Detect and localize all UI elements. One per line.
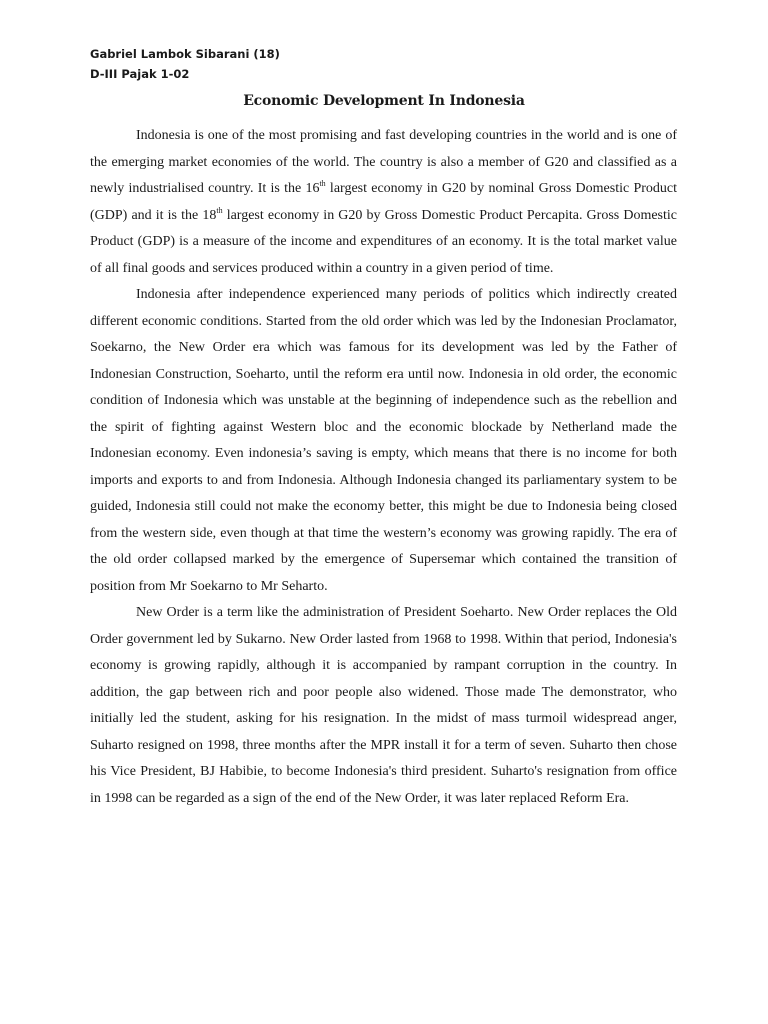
author-line: Gabriel Lambok Sibarani (18) (90, 47, 280, 61)
ordinal-suffix-16th: th (319, 179, 326, 188)
document-title: Economic Development In Indonesia (243, 93, 525, 109)
document-header (90, 44, 280, 84)
paragraph-2: Indonesia after independence experienced many periods of politics which indirectly created different economic conditions. Started from the old order which was led by the Indonesian Proclamator, Soekarno, the New Order era which was famous for its development was led by the Father of Indonesian Construction, Soeharto, until the reform era until now. Indonesia in old order, the economic condition of Indonesia which was unstable at the beginning of independence such as the rebellion and the spirit of fighting against Western bloc and the economic blockade by Netherland made the Indonesian economy. Even indonesia’s saving is empty, which means that there is no income for both imports and exports to and from Indonesia. Although Indonesia changed its parliamentary system to be guided, Indonesia still could not make the economy better, this might be due to Indonesia being closed from the western side, even though at that time the western’s economy was growing rapidly. The era of the old order collapsed marked by the emergence of Supersemar which contained the transition of position from Mr Soekarno to Mr Seharto. (90, 287, 677, 594)
paragraph-1-part-c: largest economy in G20 by Gross Domestic Product Percapita. Gross Domestic Product (GDP) is a measure of the income and expenditures of an economy. It is the total market value of all final goods and services produced within a country in a given period of time. (90, 207, 677, 276)
paragraph-1-part-a: Indonesia is one of the most promising and fast developing countries in the world and is one of the emerging market economies of the world. The country is also a member of G20 and classified as a newly industrialised country. It is the 16 (90, 128, 677, 196)
class-line: D-III Pajak 1-02 (90, 67, 190, 81)
paragraph-1-part-b: largest economy in G20 by nominal Gross Domestic Product (GDP) and it is the 18 (90, 181, 678, 223)
paragraph-3: New Order is a term like the administration of President Soeharto. New Order replaces the Old Order government led by Sukarno. New Order lasted from 1968 to 1998. Within that period, Indonesia's economy is growing rapidly, although it is accompanied by rampant corruption in the country. In addition, the gap between rich and poor people also widened. Those made The demonstrator, who initially led the student, asking for his resignation. In the midst of mass turmoil widespread anger, Suharto resigned on 1998, three months after the MPR install it for a term of seven. Suharto then chose his Vice President, BJ Habibie, to become Indonesia's third president. Suharto's resignation from office in 1998 can be regarded as a sign of the end of the New Order, it was later replaced Reform Era. (90, 605, 677, 806)
ordinal-suffix-18th: th (216, 205, 223, 215)
document-body (90, 123, 677, 812)
paragraph-1 (90, 123, 677, 282)
